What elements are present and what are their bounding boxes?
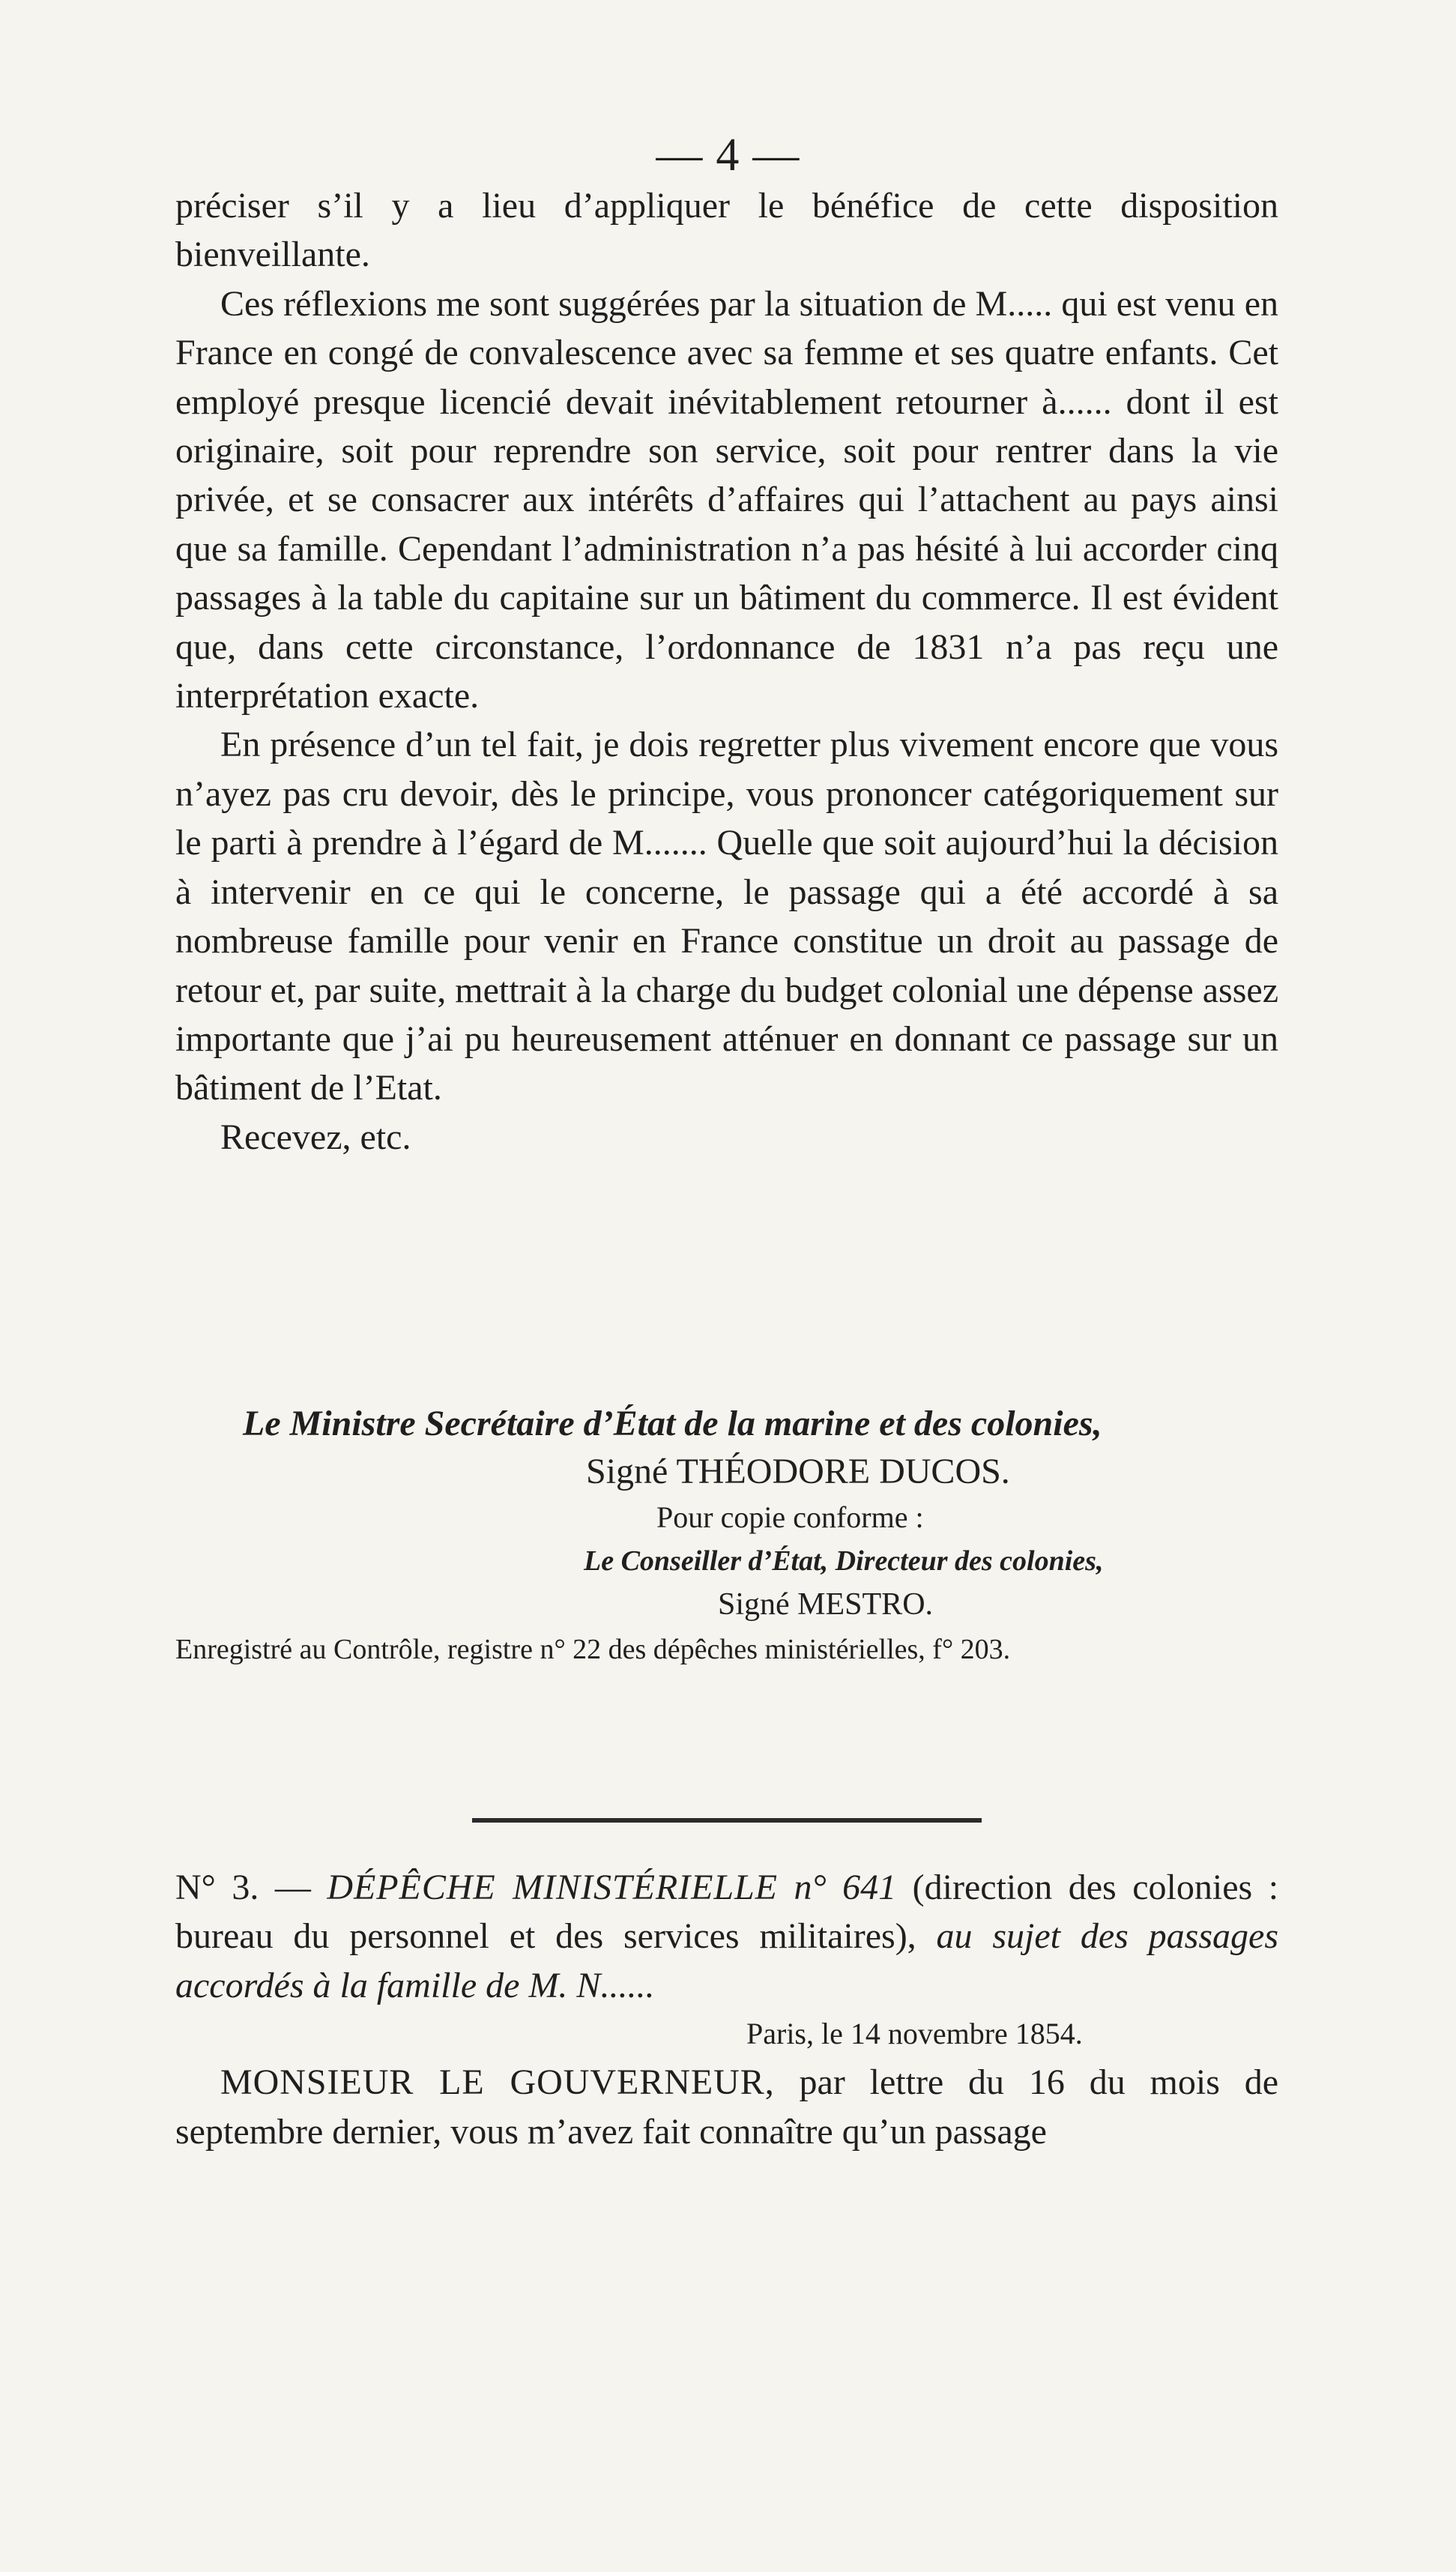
paragraph-reflexions: Ces réflexions me sont suggérées par la situation de M..... qui est venu en France en congé de convalescence avec sa femme et ses quatre enfants. Cet employé presque licencié devait inévitablement retourner à...... dont il est originaire, soit pour reprendre son service, soit pour rentrer dans la vie privée, et se consacrer aux intérêts d’affaires qui l’attachent au pays ainsi que sa famille. Cependant l’administration n’a pas hésité à lui accorder cinq passages à la table du capitaine sur un bâtiment du commerce. Il est évident que, dans cette circonstance, l’ordonnance de 1831 n’a pas reçu une interprétation exacte. <box>175 283 1278 716</box>
depeche-opening-text: par lettre du 16 du mois de septembre dernier, vous m’avez fait connaître qu’un passage <box>175 2062 1278 2152</box>
depeche-date: Paris, le 14 novembre 1854. <box>746 2017 1083 2051</box>
conseiller-signature: Signé MESTRO. <box>718 1587 934 1622</box>
main-letter-body <box>175 181 1278 1162</box>
minister-signature: Signé THÉODORE DUCOS. <box>586 1452 1010 1491</box>
depeche-subject: au sujet des passages accordés à la famille de M. N...... <box>175 1916 1279 2005</box>
depeche-section <box>175 1863 1278 2156</box>
paragraph-presence: En présence d’un tel fait, je dois regretter plus vivement encore que vous n’ayez pas cru devoir, dès le principe, vous prononcer catégoriquement sur le parti à prendre à l’égard de M....... Quelle que soit aujourd’hui la décision à intervenir en ce qui le concerne, le passage qui a été accordé à sa nombreuse famille pour venir en France constitue un droit au passage de retour et, par suite, mettrait à la charge du budget colonial une dépense assez importante que j’ai pu heureusement atténuer en donnant ce passage sur un bâtiment de l’Etat. <box>175 725 1278 1108</box>
signature-block <box>175 1400 1278 1673</box>
depeche-dispatch-number: n° 641 <box>794 1868 897 1907</box>
page-number: — 4 — <box>656 130 800 181</box>
copy-conforme-line: Pour copie conforme : <box>656 1500 924 1534</box>
paragraph-opening: préciser s’il y a lieu d’appliquer le bénéfice de cette disposition bienveillante. <box>175 186 1278 275</box>
depeche-title: DÉPÊCHE MINISTÉRIELLE <box>327 1868 778 1907</box>
depeche-direction: (direction des colonies : bureau du personnel et des services militaires), <box>175 1868 1279 1957</box>
depeche-opening-paragraph <box>175 2058 1278 2156</box>
section-divider <box>472 1818 982 1823</box>
depeche-heading <box>175 1863 1278 2010</box>
depeche-salutation: MONSIEUR LE GOUVERNEUR, <box>220 2062 775 2103</box>
depeche-number: N° 3. — <box>175 1868 311 1907</box>
conseiller-title: Le Conseiller d’État, Directeur des colonies, <box>584 1545 1104 1577</box>
minister-title: Le Ministre Secrétaire d’État de la marine et des colonies, <box>243 1404 1102 1443</box>
registry-line: Enregistré au Contrôle, registre n° 22 des dépêches ministérielles, f° 203. <box>175 1634 1011 1665</box>
paragraph-closing: Recevez, etc. <box>220 1117 411 1157</box>
